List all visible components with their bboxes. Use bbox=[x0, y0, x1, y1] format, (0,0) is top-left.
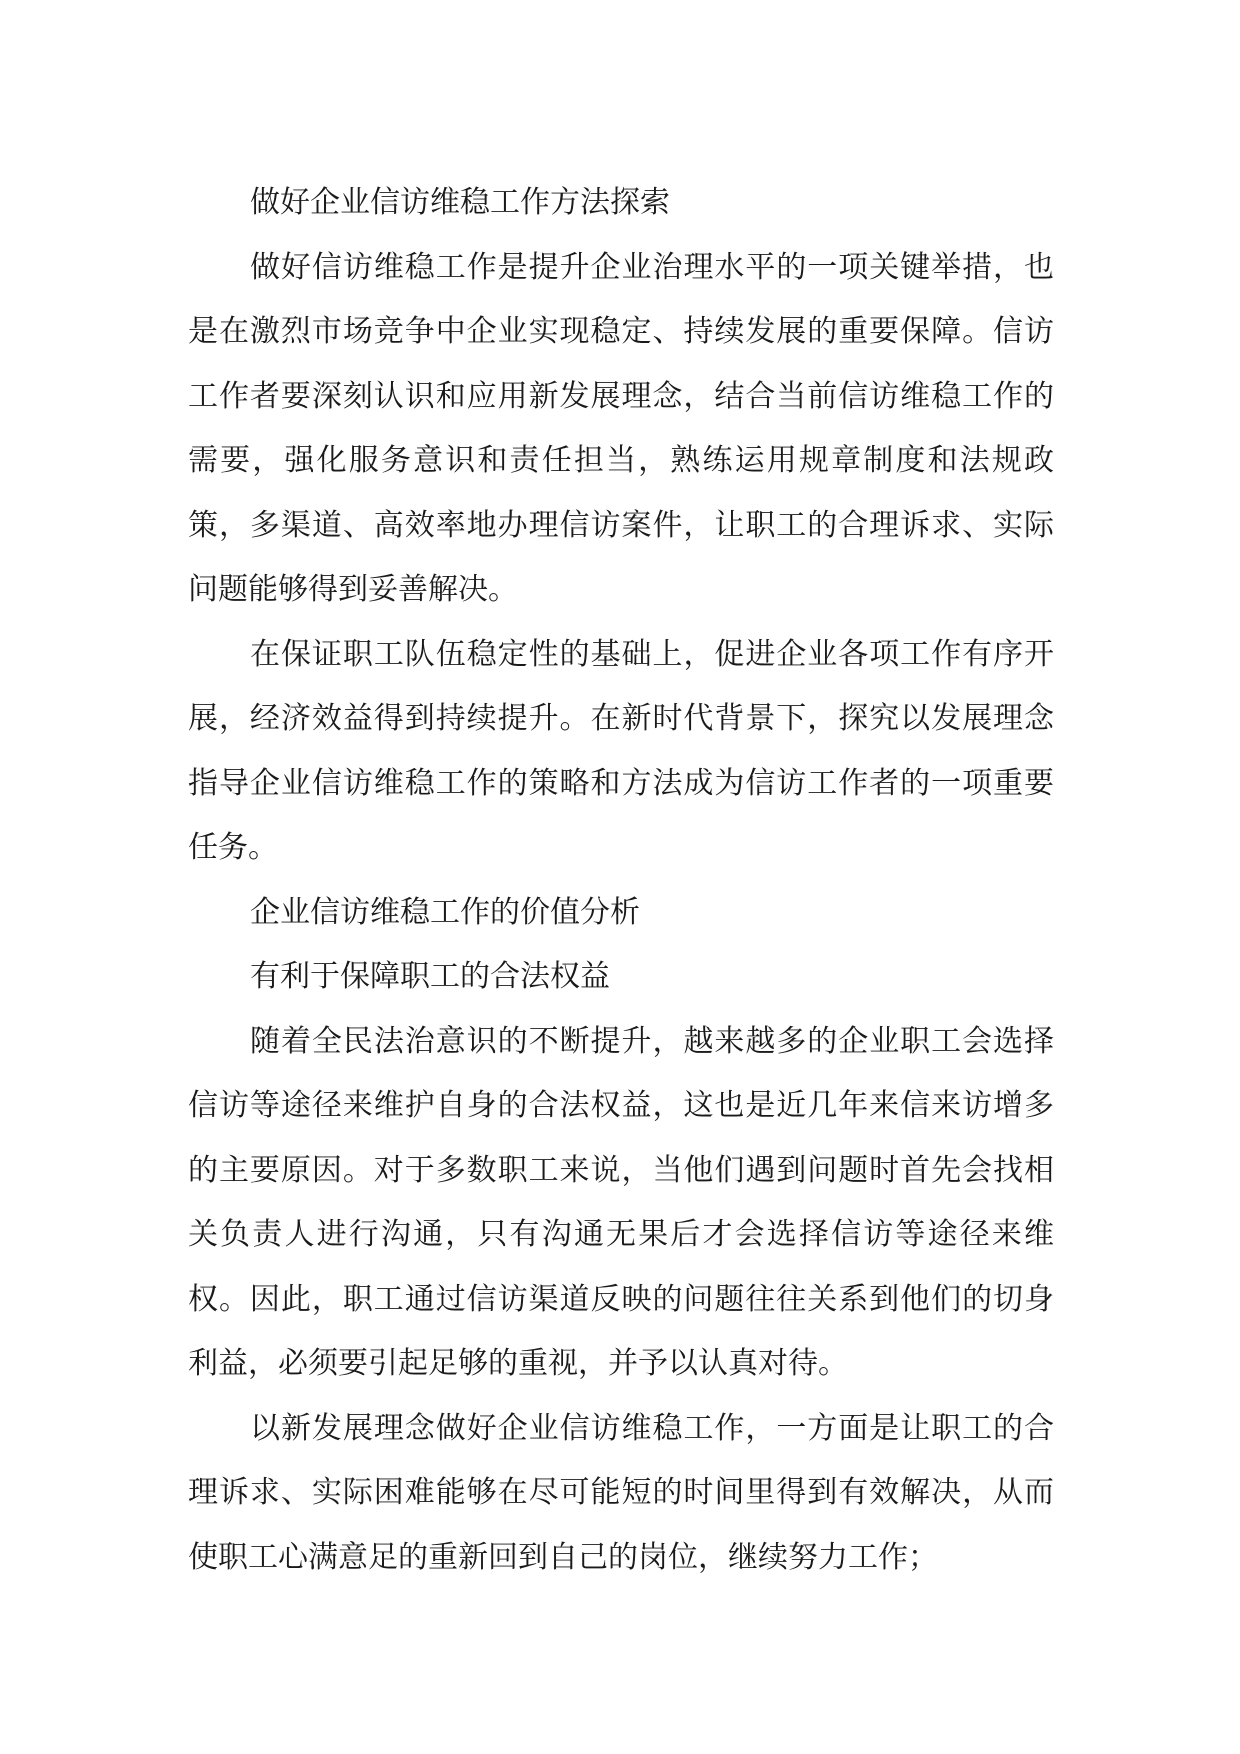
body-paragraph: 在保证职工队伍稳定性的基础上，促进企业各项工作有序开展，经济效益得到持续提升。在新时代背景下，探究以发展理念指导企业信访维稳工作的策略和方法成为信访工作者的一项重要任务。 bbox=[188, 636, 1054, 865]
document-page bbox=[188, 171, 1054, 1590]
document-title: 做好企业信访维稳工作方法探索 bbox=[250, 185, 670, 220]
subsection-heading: 有利于保障职工的合法权益 bbox=[250, 959, 610, 994]
body-paragraph: 做好信访维稳工作是提升企业治理水平的一项关键举措，也是在激烈市场竞争中企业实现稳定、持续发展的重要保障。信访工作者要深刻认识和应用新发展理念，结合当前信访维稳工作的需要，强化服务意识和责任担当，熟练运用规章制度和法规政策，多渠道、高效率地办理信访案件，让职工的合理诉求、实际问题能够得到妥善解决。 bbox=[188, 249, 1054, 607]
section-heading: 企业信访维稳工作的价值分析 bbox=[250, 894, 640, 930]
body-paragraph: 以新发展理念做好企业信访维稳工作，一方面是让职工的合理诉求、实际困难能够在尽可能短的时间里得到有效解决，从而使职工心满意足的重新回到自己的岗位，继续努力工作； bbox=[188, 1410, 1054, 1575]
body-paragraph: 随着全民法治意识的不断提升，越来越多的企业职工会选择信访等途径来维护自身的合法权益，这也是近几年来信来访增多的主要原因。对于多数职工来说，当他们遇到问题时首先会找相关负责人进行沟通，只有沟通无果后才会选择信访等途径来维权。因此，职工通过信访渠道反映的问题往往关系到他们的切身利益，必须要引起足够的重视，并予以认真对待。 bbox=[188, 1023, 1054, 1381]
